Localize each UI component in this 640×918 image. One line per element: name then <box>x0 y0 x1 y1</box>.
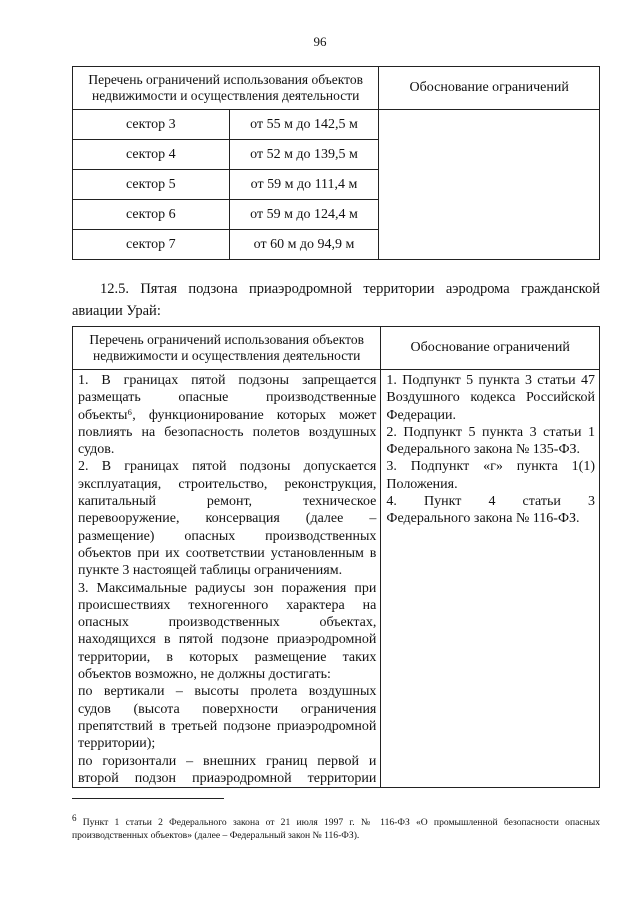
text-line: опасных производственных объектах, <box>78 615 377 631</box>
range-cell: от 59 м до 111,4 м <box>229 170 379 200</box>
text-line: 2. В границах пятой подзоны допускается <box>78 459 377 475</box>
range-cell: от 59 м до 124,4 м <box>229 200 379 230</box>
text-line: Федерации. <box>386 407 457 423</box>
sector-cell: сектор 4 <box>73 140 230 170</box>
table-header-row <box>73 67 600 110</box>
range-cell: от 52 м до 139,5 м <box>229 140 379 170</box>
justification-text-cell <box>381 370 600 788</box>
text-line: по горизонтали – внешних границ первой и <box>78 753 377 769</box>
text-line: 4. Пункт 4 статьи 3 <box>386 494 595 510</box>
text-line: Федерального закона № 116-ФЗ. <box>386 511 580 527</box>
page-number: 96 <box>313 34 327 49</box>
text-line: находящихся в пятой подзоне приаэродромной <box>78 632 377 648</box>
text-line: пункте 3 настоящей таблицы ограничениям. <box>78 563 343 579</box>
sector-cell: сектор 6 <box>73 200 230 230</box>
footnote-marker: 6 <box>72 813 77 823</box>
restrictions-table-2 <box>72 326 600 788</box>
range-cell: от 60 м до 94,9 м <box>229 230 379 260</box>
text-line: Положения. <box>386 476 458 492</box>
restrictions-table-1 <box>72 66 600 260</box>
text-line: Федерального закона № 135-ФЗ. <box>386 442 581 458</box>
restrictions-text-cell <box>73 370 381 788</box>
footnote-divider <box>72 798 224 799</box>
text-line: размещать опасные производственные <box>78 390 377 406</box>
text-line: происшествиях техногенного характера на <box>78 597 377 613</box>
text-line: судов (высота поверхности ограничения <box>78 701 377 717</box>
justification-cell <box>379 110 600 260</box>
sector-cell: сектор 3 <box>73 110 230 140</box>
header-restrictions-list: Перечень ограничений использования объектов недвижимости и осуществления деятельности <box>73 67 379 110</box>
header-restrictions-list: Перечень ограничений использования объектов недвижимости и осуществления деятельности <box>73 327 381 370</box>
text-line: повлиять на безопасность полетов воздушных <box>78 424 377 440</box>
footnote-text: Пункт 1 статьи 2 Федерального закона от 21 июля 1997 г. № 116-ФЗ «О промышленной безопасности опасных производственных объектов» (далее – Федеральный закон № 116-ФЗ). <box>72 817 600 842</box>
sector-cell: сектор 5 <box>73 170 230 200</box>
text-line: перевооружение, консервация (далее – <box>78 511 377 527</box>
header-justification: Обоснование ограничений <box>379 67 600 110</box>
text-line: капитальный ремонт, техническое <box>78 494 377 510</box>
text-line: препятствий в третьей подзоне приаэродромной <box>78 718 377 734</box>
text-line: судов. <box>78 442 115 458</box>
text-line: по вертикали – высоты пролета воздушных <box>78 684 377 700</box>
sector-cell: сектор 7 <box>73 230 230 260</box>
text-line: объекты⁶, функционирование которых может <box>78 407 377 423</box>
range-cell: от 55 м до 142,5 м <box>229 110 379 140</box>
text-line: 3. Максимальные радиусы зон поражения при <box>78 580 377 596</box>
text-line: 1. Подпункт 5 пункта 3 статьи 47 <box>386 373 595 388</box>
text-line: 1. В границах пятой подзоны запрещается <box>78 373 377 388</box>
text-line: Воздушного кодекса Российской <box>386 390 595 406</box>
text-line: 2. Подпункт 5 пункта 3 статьи 1 <box>386 424 595 440</box>
text-line: размещение) опасных производственных <box>78 528 377 544</box>
text-line: объектов возможно, не должны достигать: <box>78 667 331 683</box>
text-line: территории, в которых размещение таких <box>78 649 377 665</box>
section-paragraph: 12.5. Пятая подзона приаэродромной территории аэродрома гражданской авиации Урай: <box>72 281 600 319</box>
table-row <box>73 110 600 140</box>
text-line: территории); <box>78 736 156 752</box>
table-header-row <box>73 327 600 370</box>
text-line: объектов при их соответствии установленным в <box>78 545 377 561</box>
text-line: второй подзон приаэродромной территории <box>78 770 377 786</box>
table-row <box>73 370 600 788</box>
text-line: эксплуатация, строительство, реконструкция, <box>78 476 377 492</box>
footnote <box>72 812 600 842</box>
header-justification: Обоснование ограничений <box>381 327 600 370</box>
text-line: 3. Подпункт «г» пункта 1(1) <box>386 459 595 475</box>
